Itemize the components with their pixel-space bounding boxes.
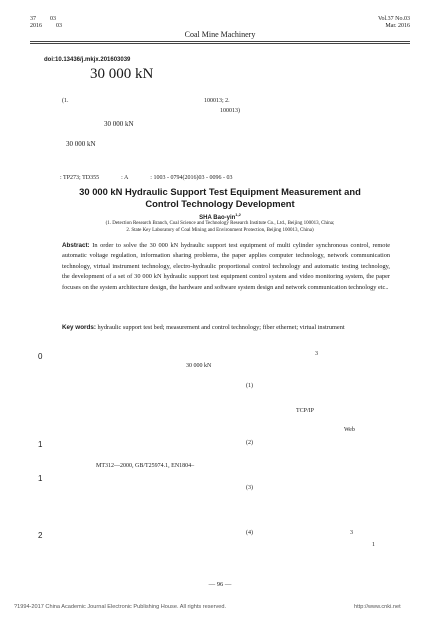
keywords-text: hydraulic support test bed; measurement and control technology; fiber ethernet; virtual instrument bbox=[97, 324, 345, 331]
list-item-1: (1) bbox=[246, 383, 253, 389]
header-volume-left bbox=[30, 16, 62, 30]
author-superscript: 1,2 bbox=[235, 212, 241, 217]
en-affiliations bbox=[0, 220, 440, 234]
journal-name: Coal Mine Machinery bbox=[184, 30, 256, 39]
body-kn-value: 30 000 kN bbox=[186, 363, 212, 369]
web-label: Web bbox=[344, 427, 355, 433]
doi: doi:10.13436/j.mkjx.201603039 bbox=[44, 57, 131, 63]
cnki-link[interactable]: http://www.cnki.net bbox=[354, 604, 401, 610]
copyright-notice: ?1994-2017 China Academic Journal Electronic Publishing House. All rights reserved. bbox=[14, 604, 227, 610]
en-title-line1: 30 000 kN Hydraulic Support Test Equipment Measurement and bbox=[79, 186, 361, 197]
en-title-line2: Control Technology Development bbox=[145, 198, 295, 209]
section-0-number: 0 bbox=[38, 352, 43, 361]
year: 2016 bbox=[30, 23, 42, 29]
abstract bbox=[62, 241, 390, 293]
cn-title: 30 000 kN bbox=[90, 66, 154, 82]
issue-number: 03 bbox=[50, 16, 56, 22]
keywords-label: Key words: bbox=[62, 324, 96, 331]
list-item-3: (3) bbox=[246, 485, 253, 491]
cn-affiliation-1: 100013; 2. bbox=[204, 98, 230, 104]
body-number-3: 3 bbox=[315, 351, 318, 357]
date-en: Mar. 2016 bbox=[385, 23, 410, 29]
article-id: : 1003 - 0794(2016)03 - 0096 - 03 bbox=[150, 175, 233, 181]
header-volume-right bbox=[378, 16, 410, 30]
en-title bbox=[0, 186, 440, 210]
document-code: : A bbox=[121, 175, 129, 181]
keywords bbox=[62, 323, 390, 333]
section-1-subnumber: 1 bbox=[38, 474, 43, 483]
author-name: SHA Bao-yin bbox=[199, 215, 236, 221]
page-number: — 96 — bbox=[208, 581, 232, 588]
en-affiliation-line2: 2. State Key Laboratory of Coal Mining and Environment Protection, Beijing 100013, China) bbox=[126, 228, 314, 233]
abstract-label: Abstract: bbox=[62, 242, 90, 249]
cn-abstract-fragment: 30 000 kN bbox=[104, 120, 134, 128]
list-item-2: (2) bbox=[246, 440, 253, 446]
body-number-1: 1 bbox=[372, 542, 375, 548]
month: 03 bbox=[56, 23, 62, 29]
section-1-number: 1 bbox=[38, 440, 43, 449]
header-rule-bottom bbox=[30, 43, 410, 44]
tcpip-label: TCP/IP bbox=[296, 408, 315, 414]
volume-issue-en: Vol.37 No.03 bbox=[377, 16, 410, 22]
en-affiliation-line1: (1. Detection Research Branch, Coal Science and Technology Research Institute Co., Ltd., Beijing 100013, China; bbox=[105, 221, 335, 226]
cn-affiliation-2: 100013) bbox=[220, 108, 240, 114]
cn-abstract-fragment-2: 30 000 kN bbox=[66, 140, 96, 148]
abstract-text: In order to solve the 30 000 kN hydraulic support test equipment of multi cylinder synchronous control, remote automatic voltage regulation, information sharing problems, the paper applies computer technology, network communication technology, virtual instrument technology, electro-hydraulic proportional control technology and automatic testing technology, the development of a set of 30 000 kN hydraulic support test equipment control system and video monitoring system, the paper focuses on the system architecture design, the hardware and software system design and network communication technology etc.. bbox=[62, 242, 390, 291]
clc-number: : TP273; TD355 bbox=[60, 175, 100, 181]
cn-affiliation-open: (1. bbox=[62, 98, 69, 104]
header-rule-top bbox=[30, 41, 410, 42]
section-2-number: 2 bbox=[38, 531, 43, 540]
standards-list: MT312—2000, GB/T25974.1, EN1804– bbox=[96, 463, 195, 469]
classification-line bbox=[60, 175, 232, 182]
volume-number: 37 bbox=[30, 16, 36, 22]
body-number-3b: 3 bbox=[350, 530, 353, 536]
list-item-4: (4) bbox=[246, 530, 253, 536]
